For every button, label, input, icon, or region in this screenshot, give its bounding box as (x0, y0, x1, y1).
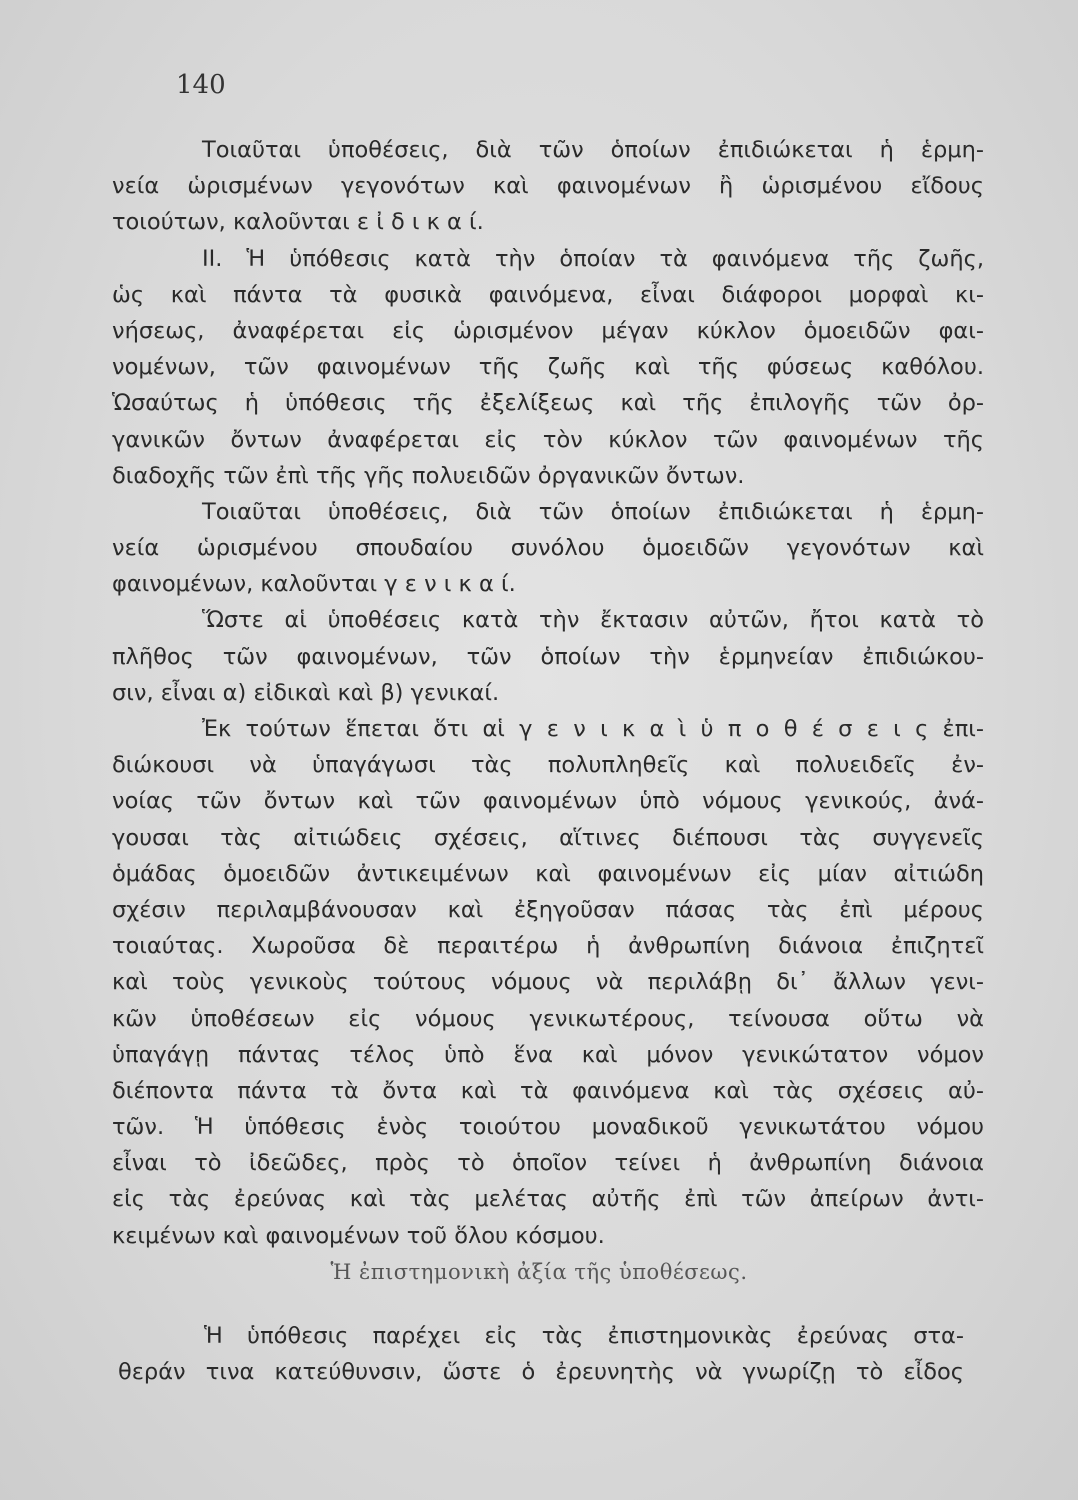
text-line: διέποντα πάντα τὰ ὄντα καὶ τὰ φαινόμενα καὶ τὰς σχέσεις αὐ- (112, 1077, 984, 1104)
text-line: σχέσιν περιλαμβάνουσαν καὶ ἐξηγοῦσαν πάσας τὰς ἐπὶ μέρους (112, 896, 984, 923)
text-line: Ἐκ τούτων ἕπεται ὅτι αἱ γ ε ν ι κ α ὶ ὑ π ο θ έ σ ε ι ς ἐπι- (202, 716, 984, 742)
text-line: νοίας τῶν ὄντων καὶ τῶν φαινομένων ὑπὸ νόμους γενικούς, ἀνά- (112, 788, 984, 815)
text-line: κῶν ὑποθέσεων εἰς νόμους γενικωτέρους, τείνουσα οὕτω νὰ (112, 1005, 984, 1032)
text-line: ὑπαγάγῃ πάντας τέλος ὑπὸ ἕνα καὶ μόνον γενικώτατον νόμον (112, 1041, 984, 1068)
text-line: ὡς καὶ πάντα τὰ φυσικὰ φαινόμενα, εἶναι διάφοροι μορφαὶ κι- (112, 281, 984, 308)
body-text (112, 132, 984, 1254)
text-line: σιν, εἶναι α) εἰδικαὶ καὶ β) γενικαί. (112, 679, 500, 706)
text-line: γουσαι τὰς αἰτιώδεις σχέσεις, αἵτινες διέπουσι τὰς συγγενεῖς (112, 824, 984, 851)
text-line: ΙΙ. Ἡ ὑπόθεσις κατὰ τὴν ὁποίαν τὰ φαινόμενα τῆς ζωῆς, (202, 245, 984, 272)
text-line: εἶναι τὸ ἰδεῶδες, πρὸς τὸ ὁποῖον τείνει ἡ ἀνθρωπίνη διάνοια (112, 1150, 984, 1177)
text-line: Ὡσαύτως ἡ ὑπόθεσις τῆς ἐξελίξεως καὶ τῆς ἐπιλογῆς τῶν ὀρ- (112, 390, 984, 417)
text-line: θεράν τινα κατεύθυνσιν, ὥστε ὁ ἐρευνητὴς νὰ γνωρίζῃ τὸ εἶδος (118, 1359, 964, 1386)
text-line: ὁμάδας ὁμοειδῶν ἀντικειμένων καὶ φαινομένων εἰς μίαν αἰτιώδη (112, 860, 984, 887)
text-line: τῶν. Ἡ ὑπόθεσις ἑνὸς τοιούτου μοναδικοῦ γενικωτάτου νόμου (112, 1114, 984, 1141)
continuation-text (118, 1318, 964, 1390)
text-line: Ὥστε αἱ ὑποθέσεις κατὰ τὴν ἔκτασιν αὐτῶν, ἤτοι κατὰ τὸ (202, 607, 984, 634)
text-line: τοιαύτας. Χωροῦσα δὲ περαιτέρω ἡ ἀνθρωπίνη διάνοια ἐπιζητεῖ (112, 933, 984, 960)
section-title: Ἡ ἐπιστημονικὴ ἀξία τῆς ὑποθέσεως. (330, 1260, 748, 1284)
page-number: 140 (176, 70, 226, 100)
text-line: Τοιαῦται ὑποθέσεις, διὰ τῶν ὁποίων ἐπιδιώκεται ἡ ἑρμη- (202, 137, 984, 163)
text-line: φαινομένων, καλοῦνται γ ε ν ι κ α ί. (112, 571, 516, 598)
text-line: Τοιαῦται ὑποθέσεις, διὰ τῶν ὁποίων ἐπιδιώκεται ἡ ἑρμη- (202, 498, 984, 525)
text-line: Ἡ ὑπόθεσις παρέχει εἰς τὰς ἐπιστημονικὰς ἐρεύνας στα- (204, 1323, 964, 1349)
text-line: καὶ τοὺς γενικοὺς τούτους νόμους νὰ περιλάβῃ δι᾽ ἄλλων γενι- (112, 969, 984, 996)
text-line: νεία ὡρισμένων γεγονότων καὶ φαινομένων ἢ ὡρισμένου εἴδους (112, 173, 984, 200)
text-line: τοιούτων, καλοῦνται ε ἰ δ ι κ α ί. (112, 209, 484, 236)
text-line: κειμένων καὶ φαινομένων τοῦ ὅλου κόσμου. (112, 1222, 605, 1249)
text-line: νήσεως, ἀναφέρεται εἰς ὡρισμένον μέγαν κύκλον ὁμοειδῶν φαι- (112, 317, 984, 344)
text-line: διώκουσι νὰ ὑπαγάγωσι τὰς πολυπληθεῖς καὶ πολυειδεῖς ἐν- (112, 752, 984, 779)
text-line: διαδοχῆς τῶν ἐπὶ τῆς γῆς πολυειδῶν ὀργανικῶν ὄντων. (112, 462, 745, 489)
text-line: γανικῶν ὄντων ἀναφέρεται εἰς τὸν κύκλον τῶν φαινομένων τῆς (112, 426, 984, 453)
text-line: νομένων, τῶν φαινομένων τῆς ζωῆς καὶ τῆς φύσεως καθόλου. (112, 354, 984, 381)
text-line: πλῆθος τῶν φαινομένων, τῶν ὁποίων τὴν ἑρμηνείαν ἐπιδιώκου- (112, 643, 984, 670)
text-line: εἰς τὰς ἐρεύνας καὶ τὰς μελέτας αὐτῆς ἐπὶ τῶν ἀπείρων ἀντι- (112, 1186, 984, 1213)
text-line: νεία ὡρισμένου σπουδαίου συνόλου ὁμοειδῶν γεγονότων καὶ (112, 535, 984, 562)
